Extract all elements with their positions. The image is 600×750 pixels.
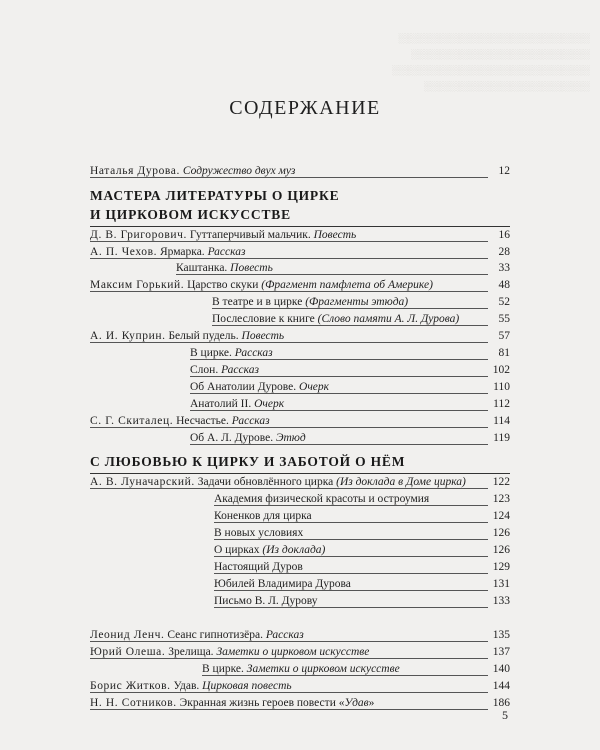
toc-entry[interactable] [90, 678, 510, 695]
entry-title: О цирках [214, 544, 260, 556]
entry-author: Юрий Олеша. [90, 646, 166, 658]
entry-title: Письмо В. Л. Дурову [214, 595, 318, 607]
entry-title: Белый пудель. [168, 330, 239, 342]
entry-genre: Цирковая повесть [202, 680, 292, 692]
underline-rule [202, 675, 488, 676]
underline-rule [90, 641, 488, 642]
entry-page: 135 [491, 627, 510, 644]
section-heading-masters-line1: МАСТЕРА ЛИТЕРАТУРЫ О ЦИРКЕ [90, 188, 340, 203]
entry-title: Задачи обновлённого цирка [197, 476, 334, 488]
entry-title: Гуттаперчивый мальчик. [189, 229, 311, 241]
entry-author: Наталья Дурова. [90, 165, 180, 177]
entry-page: 16 [497, 227, 511, 244]
bleed-through-texture: ░░░░░░░░░░░░░░░░░░░░░░░░░░░░░░ ░░░░░░░░░░░░░░░░░░░░░░░░░░░░ ░░░░░░░░░░░░░░░░░░░░░░░░░░░░░░░ ░░░░░░░░░░░░░░░░░░░░░░░░░░ [392, 33, 590, 91]
entry-title: В новых условиях [214, 527, 304, 539]
entry-genre: Рассказ [265, 629, 304, 641]
entry-title: В театре и в цирке [212, 296, 303, 308]
entry-title: В цирке. [190, 347, 232, 359]
entry-page: 33 [497, 260, 511, 277]
underline-rule [90, 692, 488, 693]
underline-rule [90, 342, 488, 343]
contents-page [90, 0, 520, 750]
entry-page: 186 [491, 695, 510, 712]
toc-entry-intro[interactable] [90, 163, 510, 180]
underline-rule [214, 522, 488, 523]
entry-title: Зрелища. [168, 646, 214, 658]
entry-author: С. Г. Скиталец. [90, 415, 174, 427]
toc-entry[interactable] [90, 474, 510, 491]
toc-entry[interactable] [90, 227, 510, 244]
toc-entry[interactable] [90, 328, 510, 345]
underline-rule [212, 308, 488, 309]
entry-genre: (Из доклада) [262, 544, 326, 556]
underline-rule [90, 177, 488, 178]
entry-title: Анатолий II. [190, 398, 252, 410]
toc-entry[interactable] [214, 508, 510, 525]
page-number: 5 [502, 708, 508, 722]
toc-entry[interactable] [90, 244, 510, 261]
entry-page: 144 [491, 678, 510, 695]
entry-page: 81 [497, 345, 511, 362]
toc-entry[interactable] [214, 559, 510, 576]
toc-entry[interactable] [214, 576, 510, 593]
entry-title: Академия физической красоты и остроумия [214, 493, 430, 505]
toc-entry[interactable] [176, 260, 510, 277]
entry-genre: Повесть [241, 330, 285, 342]
entry-genre: Удав [344, 697, 369, 709]
entry-genre: Повесть [230, 262, 273, 274]
underline-rule [190, 376, 488, 377]
entry-author: А. П. Чехов. [90, 246, 158, 258]
entry-author: А. В. Луначарский. [90, 476, 195, 488]
entry-genre: (Слово памяти А. Л. Дурова) [317, 313, 460, 325]
entry-page: 126 [491, 542, 510, 559]
underline-rule [90, 258, 488, 259]
entry-genre: Заметки о цирковом искусстве [246, 663, 400, 675]
entry-author: Борис Житков. [90, 680, 171, 692]
entry-title: Ярмарка. [159, 246, 205, 258]
entry-page: 57 [497, 328, 511, 345]
underline-rule [190, 410, 488, 411]
entry-genre: Заметки о цирковом искусстве [216, 646, 370, 658]
entry-page: 133 [491, 593, 510, 610]
entry-page: 119 [491, 430, 510, 447]
underline-rule [214, 607, 488, 608]
underline-rule [90, 709, 488, 710]
toc-entry[interactable] [214, 525, 510, 542]
entry-title: Экранная жизнь героев повести « [179, 697, 345, 709]
entry-title: Царство скуки [187, 279, 259, 291]
toc-entry[interactable] [90, 413, 510, 430]
entry-page: 55 [497, 311, 511, 328]
entry-page: 114 [491, 413, 510, 430]
toc-entry[interactable] [90, 627, 510, 644]
entry-title: Об А. Л. Дурове. [190, 432, 274, 444]
entry-page: 131 [491, 576, 510, 593]
entry-genre: (Фрагмент памфлета об Америке) [261, 279, 433, 291]
entry-title: Настоящий Дуров [214, 561, 303, 573]
entry-genre: Этюд [275, 432, 306, 444]
underline-rule [90, 658, 488, 659]
toc-entry[interactable] [190, 396, 510, 413]
entry-page: 28 [497, 244, 511, 261]
section-heading-masters-line2: И ЦИРКОВОМ ИСКУССТВЕ [90, 207, 291, 222]
page-title: СОДЕРЖАНИЕ [229, 97, 381, 119]
underline-rule [190, 359, 488, 360]
entry-author: Максим Горький. [90, 279, 185, 291]
entry-author: Н. Н. Сотников. [90, 697, 177, 709]
entry-title: Несчастье. [176, 415, 229, 427]
entry-genre: (Фрагменты этюда) [305, 296, 409, 308]
underline-rule [90, 291, 488, 292]
section-heading-love: С ЛЮБОВЬЮ К ЦИРКУ И ЗАБОТОЙ О НЁМ [90, 454, 406, 469]
entry-page: 48 [497, 277, 511, 294]
entry-title: Юбилей Владимира Дурова [214, 578, 351, 590]
underline-rule [212, 325, 488, 326]
underline-rule [214, 505, 488, 506]
entry-title: Об Анатолии Дурове. [190, 381, 297, 393]
entry-page: 52 [497, 294, 511, 311]
underline-rule [90, 241, 488, 242]
entry-genre: Повесть [313, 229, 357, 241]
underline-rule [190, 444, 488, 445]
entry-title: Сеанс гипнотизёра. [167, 629, 263, 641]
entry-title: Удав. [173, 680, 200, 692]
underline-rule [176, 274, 488, 275]
toc-entry[interactable] [214, 593, 510, 610]
entry-title: Послесловие к книге [212, 313, 315, 325]
toc-entry[interactable] [214, 491, 510, 508]
underline-rule [214, 556, 488, 557]
underline-rule [90, 488, 488, 489]
entry-title: Коненков для цирка [214, 510, 312, 522]
underline-rule [214, 539, 488, 540]
entry-title: Содружество двух муз [182, 165, 296, 177]
entry-page: 140 [491, 661, 510, 678]
toc-entry[interactable] [190, 362, 510, 379]
entry-page: 137 [491, 644, 510, 661]
entry-genre: Очерк [254, 398, 285, 410]
entry-page: 102 [491, 362, 510, 379]
underline-rule [190, 393, 488, 394]
entry-title: Каштанка. [176, 262, 228, 274]
toc-entry[interactable] [212, 311, 510, 328]
entry-author: А. И. Куприн. [90, 330, 166, 342]
underline-rule [90, 427, 488, 428]
entry-page: 110 [491, 379, 510, 396]
entry-page: 122 [491, 474, 510, 491]
toc-entry[interactable] [190, 379, 510, 396]
entry-title: В цирке. [202, 663, 244, 675]
entry-page: 123 [491, 491, 510, 508]
toc-entry[interactable] [214, 542, 510, 559]
entry-author: Д. В. Григорович. [90, 229, 187, 241]
entry-page: 129 [491, 559, 510, 576]
toc-entry[interactable] [90, 644, 510, 661]
entry-title: Слон. [190, 364, 219, 376]
toc-entry[interactable] [90, 277, 510, 294]
toc-entry[interactable] [202, 661, 510, 678]
entry-page: 124 [491, 508, 510, 525]
entry-genre: Рассказ [221, 364, 259, 376]
entry-genre: Рассказ [234, 347, 273, 359]
entry-page: 126 [491, 525, 510, 542]
entry-page: 112 [491, 396, 510, 413]
entry-author: Леонид Ленч. [90, 629, 165, 641]
underline-rule [214, 590, 488, 591]
toc-entry[interactable] [90, 695, 510, 712]
entry-genre: (Из доклада в Доме цирка) [336, 476, 466, 488]
entry-genre: Очерк [299, 381, 330, 393]
toc-entry[interactable] [190, 345, 510, 362]
toc-entry[interactable] [212, 294, 510, 311]
entry-title-tail: » [368, 697, 375, 709]
underline-rule [214, 573, 488, 574]
entry-genre: Рассказ [207, 246, 246, 258]
toc-entry[interactable] [190, 430, 510, 447]
entry-page: 12 [497, 163, 511, 180]
entry-genre: Рассказ [231, 415, 270, 427]
